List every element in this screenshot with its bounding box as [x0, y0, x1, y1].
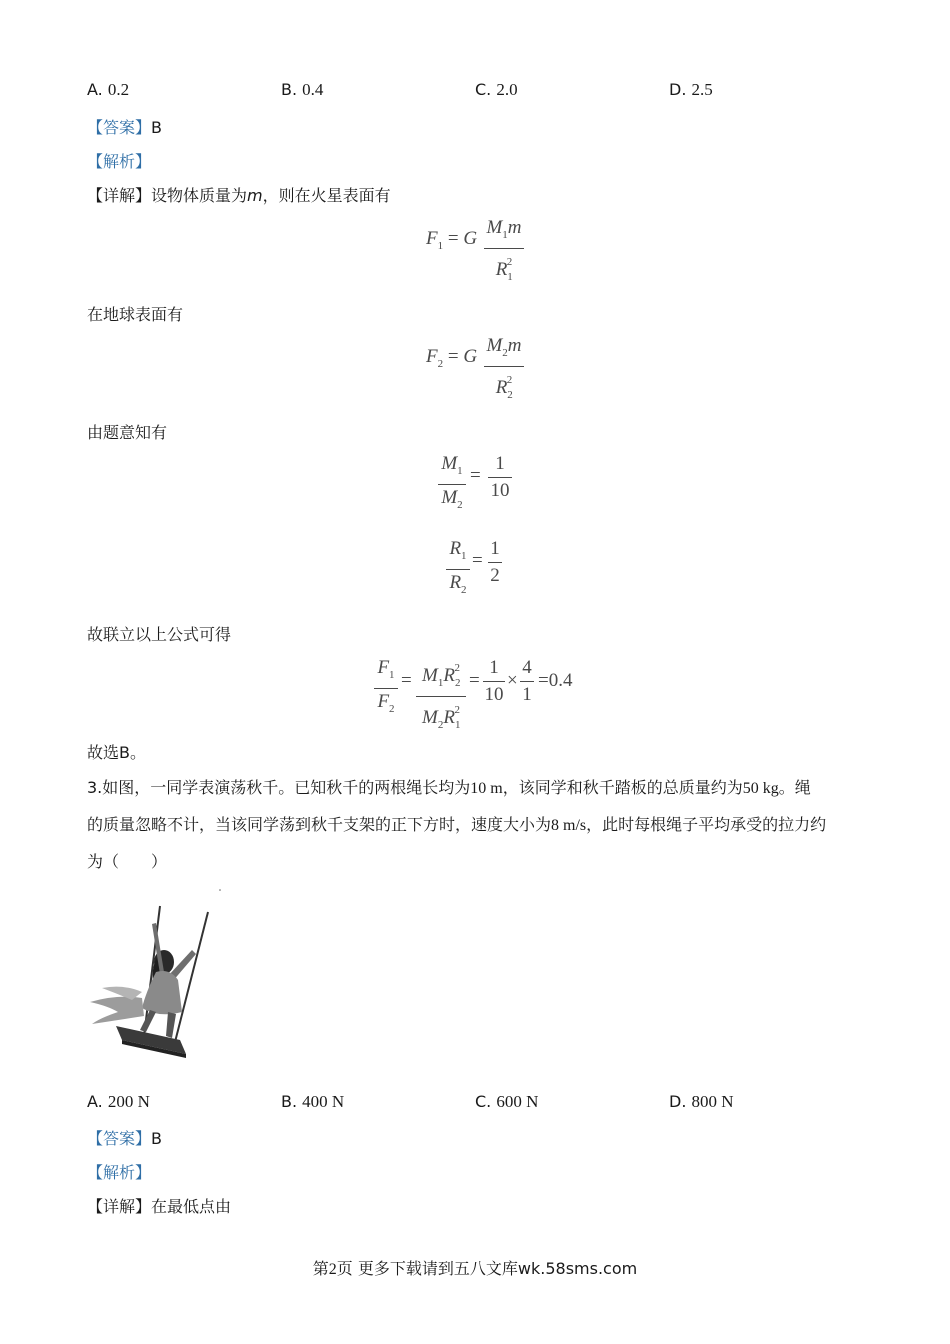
- q2-option-d: D. 2.5: [669, 80, 713, 99]
- q3-detail: 【详解】在最低点由: [87, 1197, 232, 1216]
- q2-option-c: C. 2.0: [475, 80, 518, 99]
- q2-answer: 【答案】B: [87, 118, 162, 137]
- q3-option-c: C. 600 N: [475, 1092, 539, 1111]
- q2-detail: 【详解】设物体质量为m，则在火星表面有: [87, 186, 391, 205]
- q3-answer: 【答案】B: [87, 1129, 162, 1148]
- q2-option-b: B. 0.4: [281, 80, 324, 99]
- q2-combine-text: 故联立以上公式可得: [87, 625, 232, 644]
- q2-analysis-label: 【解析】: [87, 152, 152, 171]
- q3-option-a: A. 200 N: [87, 1092, 150, 1111]
- q2-earth-text: 在地球表面有: [87, 305, 184, 324]
- footer-site-link[interactable]: wk.58sms.com: [517, 1259, 638, 1278]
- swing-girl-illustration: [88, 888, 228, 1063]
- q3-option-d: D. 800 N: [669, 1092, 734, 1111]
- q3-analysis-label: 【解析】: [87, 1163, 152, 1182]
- page-footer: 第2页 更多下载请到五八文库wk.58sms.com: [312, 1259, 638, 1278]
- q2-option-a: A. 0.2: [87, 80, 130, 99]
- q2-known-text: 由题意知有: [87, 423, 168, 442]
- q2-conclusion: 故选B。: [87, 743, 147, 762]
- q3-stem-line2: 的质量忽略不计，当该同学荡到秋千支架的正下方时，速度大小为8 m/s，此时每根绳子平均承受的拉力约: [87, 815, 827, 834]
- q3-stem-line1: 3.如图，一同学表演荡秋千。已知秋千的两根绳长均为10 m，该同学和秋千踏板的总质量约为50 kg。绳: [87, 778, 811, 797]
- q3-stem-line3: 为（ ）: [87, 852, 168, 871]
- q3-option-b: B. 400 N: [281, 1092, 345, 1111]
